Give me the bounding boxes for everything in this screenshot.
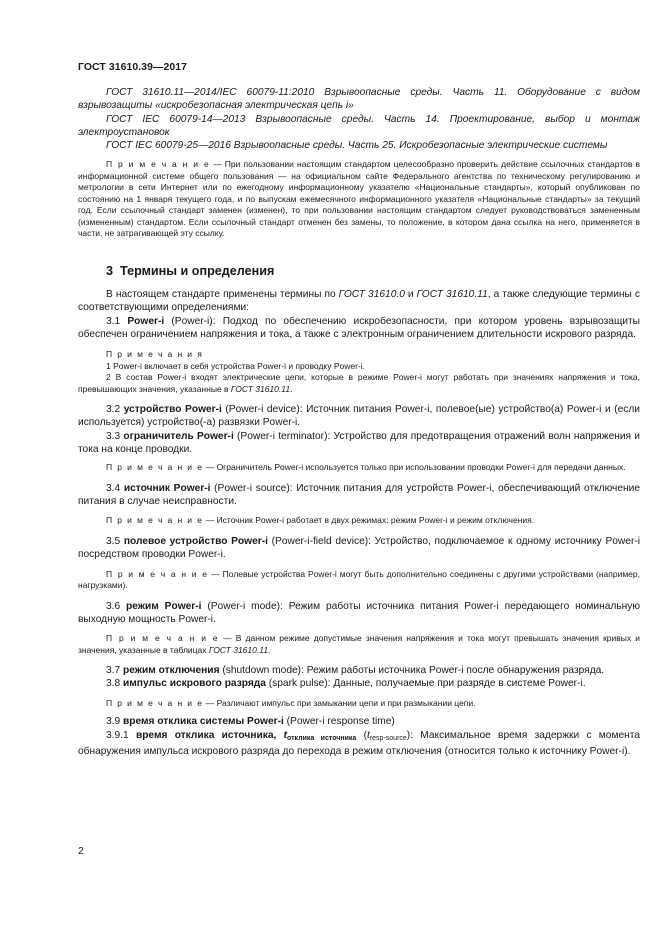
term-number: 3.2 <box>106 404 124 416</box>
term-name: время отклика источника, <box>135 729 277 741</box>
term-name: время отклика системы Power-i <box>123 716 284 728</box>
note-label: П р и м е ч а н и е <box>106 159 211 170</box>
note-label: П р и м е ч а н и е <box>106 515 204 526</box>
term-text: ( <box>356 729 367 741</box>
intro-text: , а также следующие термины с соответствующими определениями: <box>78 288 640 314</box>
reference-item: ГОСТ IEC 60079-25—2016 Взрывоопасные среды. Часть 25. Искробезопасные электрические системы <box>106 140 608 152</box>
section-heading <box>78 264 640 278</box>
note-label: П р и м е ч а н и е <box>106 633 220 644</box>
term-definition: (Power-i terminator): Устройство для предотвращения отражений волн напряжения и тока на конце проводки. <box>78 430 641 456</box>
term-definition: (Power-i response time) <box>283 716 395 728</box>
term-3-9 <box>78 715 640 728</box>
term-symbol-subscript: отклика источника <box>287 734 357 742</box>
page-header: ГОСТ 31610.39—2017 <box>78 62 187 73</box>
note-references <box>78 159 640 240</box>
term-definition: (Power-i-field device): Устройство, подключаемое к одному источнику Power-i посредством проводки Power-i. <box>78 535 640 561</box>
section-intro <box>78 288 640 315</box>
term-3-7 <box>78 664 640 677</box>
term-3-4 <box>78 482 640 509</box>
term-3-8 <box>78 677 640 690</box>
term-number: 3.7 <box>106 665 123 677</box>
term-definition: (Power-i source): Источник питания для устройств Power-i, обеспечивающий отключение питания в случае неисправности. <box>78 482 640 508</box>
intro-text: и <box>404 288 417 300</box>
section-title: Термины и определения <box>120 263 275 278</box>
term-number: 3.1 <box>106 315 128 327</box>
term-definition: (spark pulse): Данные, получаемые при разряде в системе Power-i. <box>265 678 586 690</box>
term-symbol: t <box>366 729 370 741</box>
note-text: — Источник Power-i работает в двух режимах: режим Power-i и режим отключения. <box>203 515 535 526</box>
section-number: 3 <box>106 263 114 278</box>
term-definition: (Power-i device): Источник питания Power-i, полевое(ые) устройство(а) Power-i и (если используется) устройство(-а) развязки Power-i. <box>78 404 640 429</box>
term-number: 3.6 <box>106 600 127 612</box>
page-body <box>78 86 640 758</box>
reference-item: ГОСТ IEC 60079-14—2013 Взрывоопасные среды. Часть 14. Проектирование, выбор и монтаж электроустановок <box>78 113 640 138</box>
note-3-8 <box>78 698 640 710</box>
note-text: — Ограничитель Power-i используется только при использовании проводки Power-i для передачи данных. <box>203 462 626 473</box>
intro-text: В настоящем стандарте применены термины по <box>106 288 339 300</box>
note-text: — Полевые устройства Power-i могут быть дополнительно соединены с другими устройствами (например, нагрузками). <box>78 568 640 591</box>
term-name: импульс искрового разряда <box>123 678 266 690</box>
page-number: 2 <box>78 846 84 857</box>
term-3-2 <box>78 403 640 430</box>
term-3-6 <box>78 600 640 627</box>
term-definition: (Power-i): Подход по обеспечению искробезопасности, при котором уровень взрывозащиты обеспечен ограничением напряжения и тока, а также с электронным ограничением длительности искрового разряда. <box>78 315 640 340</box>
term-3-5 <box>78 535 640 562</box>
term-definition: (Power-i mode): Режим работы источника питания Power-i передающего номинальную выходную мощность Power-i. <box>78 600 640 625</box>
term-name: режим Power-i <box>126 600 202 612</box>
term-number: 3.4 <box>106 482 124 494</box>
note-3-3 <box>78 462 640 474</box>
term-number: 3.3 <box>106 430 124 442</box>
term-name: полевое устройство Power-i <box>123 535 268 547</box>
term-number: 3.5 <box>106 535 124 547</box>
term-definition: (shutdown mode): Режим работы источника Power-i после обнаружения разряда. <box>219 665 605 677</box>
note-label: П р и м е ч а н и е <box>106 568 209 579</box>
term-symbol-subscript: resp-source <box>369 734 407 742</box>
note-item <box>78 372 640 395</box>
term-name: ограничитель Power-i <box>123 430 234 442</box>
intro-ref: ГОСТ 31610.11 <box>416 288 488 300</box>
note-3-6 <box>78 633 640 656</box>
reference-item: ГОСТ 31610.11—2014/IEC 60079-11:2010 Взрывоопасные среды. Часть 11. Оборудование с видом взрывозащиты «искробезопасная электрическая цепь i» <box>78 87 640 112</box>
term-number: 3.9 <box>106 716 123 728</box>
note-ref: ГОСТ 31610.11 <box>230 383 291 394</box>
note-text: — Различают импульс при замыкании цепи и при размыкании цепи. <box>203 697 476 708</box>
notes-label: П р и м е ч а н и я <box>106 349 204 360</box>
note-ref: ГОСТ 31610.11 <box>208 644 269 655</box>
note-text: 2 В состав Power-i входят электрические цепи, которые в режиме Power-i могут работать при значениях напряжения и тока, превышающих значения, указанные в <box>78 372 640 394</box>
term-symbol: t <box>283 729 288 741</box>
note-text: . <box>268 644 271 655</box>
term-3-1 <box>78 315 640 342</box>
term-3-9-1 <box>78 729 640 759</box>
intro-ref: ГОСТ 31610.0 <box>338 288 405 300</box>
note-3-5 <box>78 569 640 592</box>
note-label: П р и м е ч а н и е <box>106 462 204 473</box>
term-name: источник Power-i <box>123 482 211 494</box>
term-name: режим отключения <box>123 665 220 677</box>
note-text: . <box>290 383 293 394</box>
note-3-4 <box>78 515 640 527</box>
note-item: 1 Power-i включает в себя устройства Power-i и проводку Power-i. <box>106 360 366 371</box>
term-definition: ): Максимальное время задержки с момента обнаружения импульса искрового разряда до перехода в режим отключения (относится только к источнику Power-i). <box>78 729 640 757</box>
term-name: устройство Power-i <box>123 404 222 416</box>
term-number: 3.8 <box>106 678 123 690</box>
note-label: П р и м е ч а н и е <box>106 697 204 708</box>
note-text: — В данном режиме допустимые значения напряжения и тока могут превышать значения кривых и значения, указанные в таблицах <box>78 633 640 655</box>
term-3-3 <box>78 430 640 457</box>
term-number: 3.9.1 <box>106 729 136 741</box>
note-text: — При пользовании настоящим стандартом целесообразно проверить действие ссылочных стандартов в информационной системе общего пользования — на официальном сайте Федерального агентства по техническому регулированию и метрологии в сети Интернет или по ежегодному информационному указателю «Национальные стандарты», который опубликован по состоянию на 1 января текущего года, и по выпускам ежемесячного информационного указателя «Национальные стандарты» за текущий год. Если ссылочный стандарт заменен (изменен), то при пользовании настоящим стандартом следует руководствоваться замененным (измененным) стандартом. Если ссылочный стандарт отменен без замены, то положение, в котором дана ссылка на него, применяется в части, не затрагивающей эту ссылку. <box>78 159 640 239</box>
term-name: Power-i <box>127 315 165 327</box>
